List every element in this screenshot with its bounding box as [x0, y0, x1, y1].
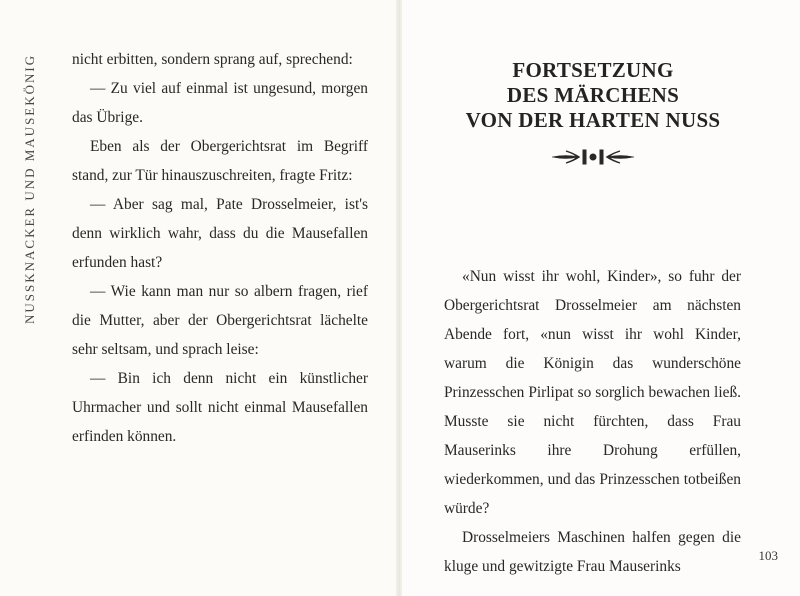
paragraph: Drosselmeiers Maschinen halfen gegen die kluge und gewitzigte Frau Mauserinks	[444, 529, 741, 575]
chapter-title-line: FORTSETZUNG	[512, 58, 674, 82]
right-body-text	[444, 262, 741, 581]
chapter-title	[448, 58, 738, 133]
decorative-flourish-icon	[548, 146, 638, 168]
paragraph: — Wie kann man nur so albern fragen, rief die Mutter, aber der Obergerichtsrat lächelte sehr seltsam, und sprach leise:	[72, 283, 368, 358]
running-head: NUSSKNACKER UND MAUSEKÖNIG	[22, 53, 37, 324]
left-body-text	[72, 45, 368, 451]
paragraph: Eben als der Obergerichtsrat im Begriff stand, zur Tür hinauszuschreiten, fragte Fritz:	[72, 138, 368, 184]
chapter-title-line: DES MÄRCHENS	[506, 83, 680, 107]
left-page	[0, 0, 398, 596]
paragraph: — Zu viel auf einmal ist ungesund, morgen das Übrige.	[72, 80, 368, 126]
paragraph: nicht erbitten, sondern sprang auf, sprechend:	[72, 51, 353, 68]
paragraph: — Aber sag mal, Pate Drosselmeier, ist's denn wirklich wahr, dass du die Mausefallen erfunden hast?	[72, 196, 368, 271]
chapter-title-line: VON DER HARTEN NUSS	[465, 108, 721, 132]
page-number: 103	[758, 548, 778, 563]
paragraph: «Nun wisst ihr wohl, Kinder», so fuhr der Obergerichtsrat Drosselmeier am nächsten Abende fort, «nun wisst ihr wohl Kinder, warum die Königin das wunderschöne Prinzesschen Pirlipat so sorglich bewachen ließ. Musste sie nicht fürchten, dass Frau Mauserinks ihre Drohung erfüllen, wiederkommen, und das Prinzesschen totbeißen würde?	[444, 268, 741, 517]
paragraph: — Bin ich denn nicht ein künstlicher Uhrmacher und sollt nicht einmal Mausefallen erfinden können.	[72, 370, 368, 445]
